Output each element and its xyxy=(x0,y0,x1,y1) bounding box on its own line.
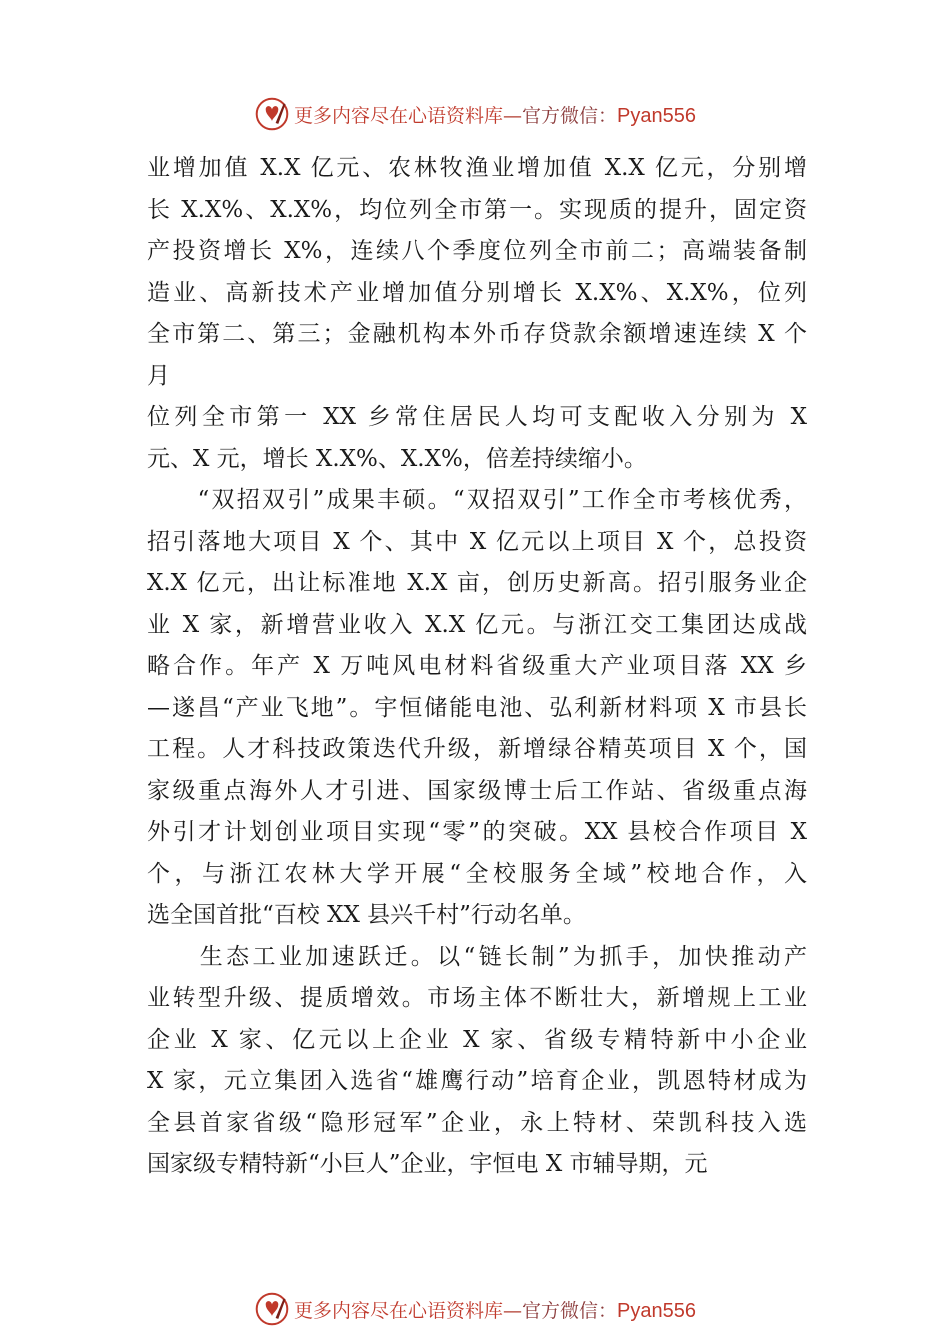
header-banner-text xyxy=(294,101,696,128)
heart-pen-logo-icon xyxy=(254,1291,290,1327)
heart-pen-logo-icon xyxy=(254,96,290,132)
body-line-5: 全市第二、第三；金融机构本外币存贷款余额增速连续 X 个 xyxy=(147,321,807,347)
body-line-24: 全县首家省级“隐形冠军”企业，永上特材、荣凯科技入选 xyxy=(147,1109,807,1136)
header-dash: — xyxy=(503,104,523,127)
footer-dash: — xyxy=(503,1299,523,1322)
body-line-8: 元、X 元，增长 X.X%、X.X%，倍差持续缩小。 xyxy=(147,445,647,472)
body-line-20: 生态工业加速跃迁。以“链长制”为抓手，加快推动产 xyxy=(147,943,807,970)
body-line-1: 业增加值 X.X 亿元、农林牧渔业增加值 X.X 亿元，分别增 xyxy=(147,155,807,181)
body-line-23: X 家，元立集团入选省“雄鹰行动”培育企业，凯恩特材成为 xyxy=(147,1068,807,1094)
body-line-6: 月 xyxy=(147,362,170,389)
body-line-16: 家级重点海外人才引进、国家级博士后工作站、省级重点海 xyxy=(147,777,807,804)
body-line-17: 外引才计划创业项目实现“零”的突破。XX 县校合作项目 X xyxy=(147,819,807,845)
body-line-25: 国家级专精特新“小巨人”企业，宇恒电 X 市辅导期，元 xyxy=(147,1151,708,1177)
footer-watermark xyxy=(0,1289,950,1329)
header-wechat-label: 官方微信： xyxy=(522,104,618,127)
footer-wechat-label: 官方微信： xyxy=(522,1299,618,1322)
body-line-4: 造业、高新技术产业增加值分别增长 X.X%、X.X%，位列 xyxy=(147,279,807,306)
body-line-15: 工程。人才科技政策迭代升级，新增绿谷精英项目 X 个，国 xyxy=(147,736,807,762)
body-line-21: 业转型升级、提质增效。市场主体不断壮大，新增规上工业 xyxy=(147,985,807,1011)
header-watermark xyxy=(0,94,950,134)
body-line-13: 略合作。年产 X 万吨风电材料省级重大产业项目落 XX 乡 xyxy=(147,653,807,679)
document-body xyxy=(147,148,807,1186)
footer-banner-text xyxy=(294,1296,696,1323)
body-line-12: 业 X 家，新增营业收入 X.X 亿元。与浙江交工集团达成战 xyxy=(147,611,807,638)
body-line-3: 产投资增长 X%，连续八个季度位列全市前二；高端装备制 xyxy=(147,238,807,264)
body-line-7: 位列全市第一 XX 乡常住居民人均可支配收入分别为 X xyxy=(147,404,807,430)
header-site-name: 更多内容尽在心语资料库 xyxy=(294,104,504,127)
body-line-10: 招引落地大项目 X 个、其中 X 亿元以上项目 X 个，总投资 xyxy=(147,528,807,555)
body-line-11: X.X 亿元，出让标准地 X.X 亩，创历史新高。招引服务业企 xyxy=(147,570,807,596)
body-line-18: 个，与浙江农林大学开展“全校服务全域”校地合作，入 xyxy=(147,860,807,887)
body-line-22: 企业 X 家、亿元以上企业 X 家、省级专精特新中小企业 xyxy=(147,1026,807,1053)
header-wechat-id: Pyan556 xyxy=(617,104,696,127)
body-line-9: “双招双引”成果丰硕。“双招双引”工作全市考核优秀， xyxy=(147,487,807,513)
body-line-14: —遂昌“产业飞地”。宇恒储能电池、弘利新材料项 X 市县长 xyxy=(147,694,807,721)
body-line-2: 长 X.X%、X.X%，均位列全市第一。实现质的提升，固定资 xyxy=(147,196,807,223)
footer-site-name: 更多内容尽在心语资料库 xyxy=(294,1299,504,1322)
body-line-19: 选全国首批“百校 XX 县兴千村”行动名单。 xyxy=(147,902,586,928)
footer-wechat-id: Pyan556 xyxy=(617,1299,696,1322)
